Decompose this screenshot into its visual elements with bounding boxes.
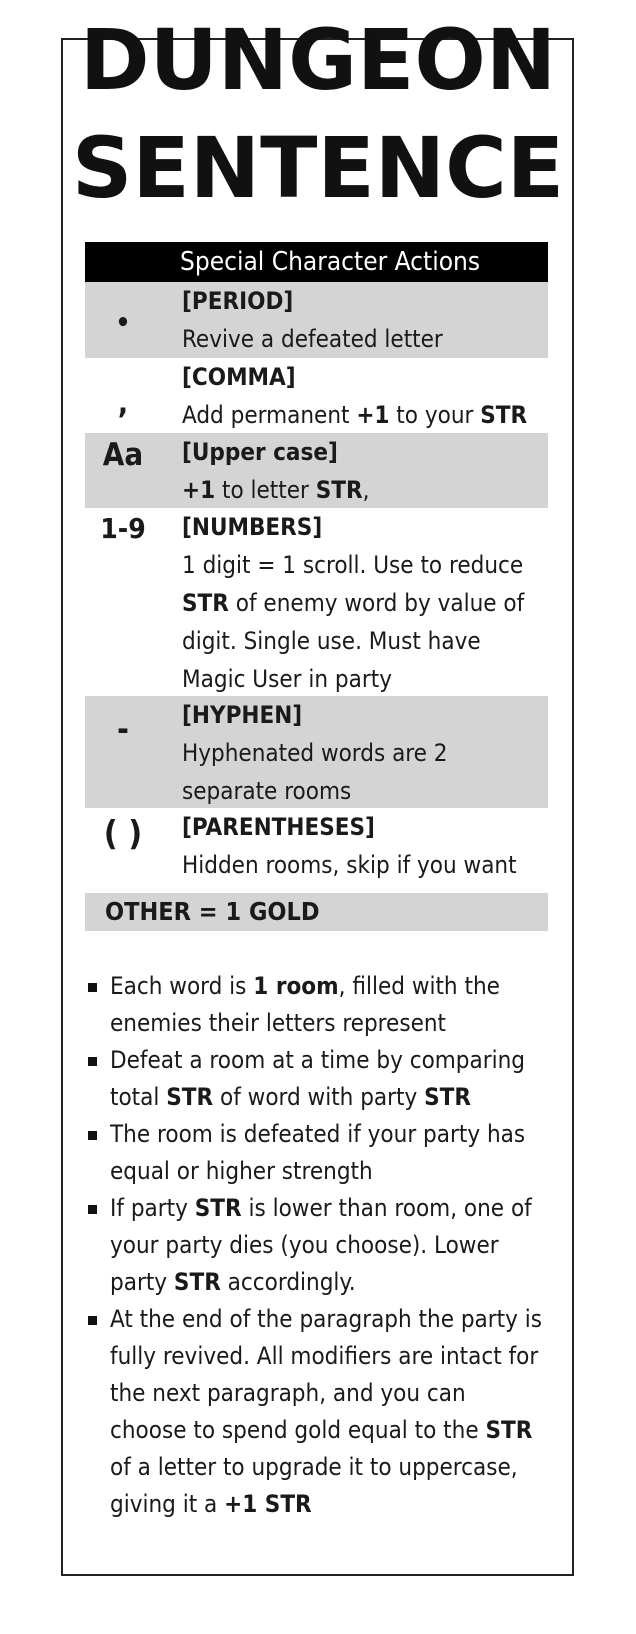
action-text (182, 433, 544, 509)
other-gold-row (85, 893, 548, 931)
action-symbol: Aa (102, 437, 144, 473)
action-row-hyphen (85, 696, 548, 808)
rule-item: Defeat a room at a time by comparing total STR of word with party STR (85, 1042, 545, 1116)
other-gold-text: OTHER = 1 GOLD (105, 897, 320, 926)
action-name: [PARENTHESES] (182, 813, 375, 841)
action-desc-line: Hidden rooms, skip if you want (182, 851, 517, 879)
action-text (182, 282, 544, 358)
action-name: [HYPHEN] (182, 701, 303, 729)
action-desc: Add permanent +1 to your STR (182, 401, 528, 429)
action-name: [NUMBERS] (182, 513, 323, 541)
action-desc-line: Magic User in party (182, 665, 392, 693)
action-text (182, 358, 544, 434)
action-row-upper-case (85, 433, 548, 508)
action-desc: Revive a defeated letter (182, 325, 443, 353)
title-line-1: DUNGEON (79, 11, 557, 109)
action-row-numbers (85, 508, 548, 696)
action-symbol: - (117, 710, 129, 748)
action-symbol: • (115, 308, 131, 338)
action-text (182, 508, 544, 698)
action-text (182, 696, 544, 810)
action-desc-line: 1 digit = 1 scroll. Use to reduce (182, 551, 524, 579)
rule-item: Each word is 1 room, filled with the enemies their letters represent (85, 968, 545, 1042)
rule-item: The room is defeated if your party has equal or higher strength (85, 1116, 545, 1190)
action-row-period (85, 282, 548, 358)
rules-list (85, 968, 545, 1523)
section-header-text: Special Character Actions (180, 247, 481, 277)
rule-item: At the end of the paragraph the party is fully revived. All modifiers are intact for the next paragraph, and you can choose to spend gold equal to the STR of a letter to upgrade it to uppercase, giving it a +1 STR (85, 1301, 545, 1523)
section-header (85, 242, 548, 282)
action-desc-line: Hyphenated words are 2 (182, 739, 448, 767)
action-symbol: , (117, 386, 129, 421)
action-desc-line: separate rooms (182, 777, 352, 805)
action-name: [PERIOD] (182, 287, 294, 315)
action-symbol: ( ) (103, 814, 143, 854)
action-row-comma (85, 358, 548, 433)
action-desc-line: STR of enemy word by value of (182, 589, 525, 617)
action-desc: +1 to letter STR, (182, 476, 370, 504)
action-desc-line: digit. Single use. Must have (182, 627, 481, 655)
rule-item: If party STR is lower than room, one of your party dies (you choose). Lower party STR accordingly. (85, 1190, 545, 1301)
action-name: [Upper case] (182, 438, 338, 466)
action-row-parentheses (85, 808, 548, 888)
action-name: [COMMA] (182, 363, 296, 391)
action-text (182, 808, 544, 884)
action-symbol: 1-9 (100, 512, 146, 545)
title-line-2: SENTENCE (71, 119, 565, 217)
